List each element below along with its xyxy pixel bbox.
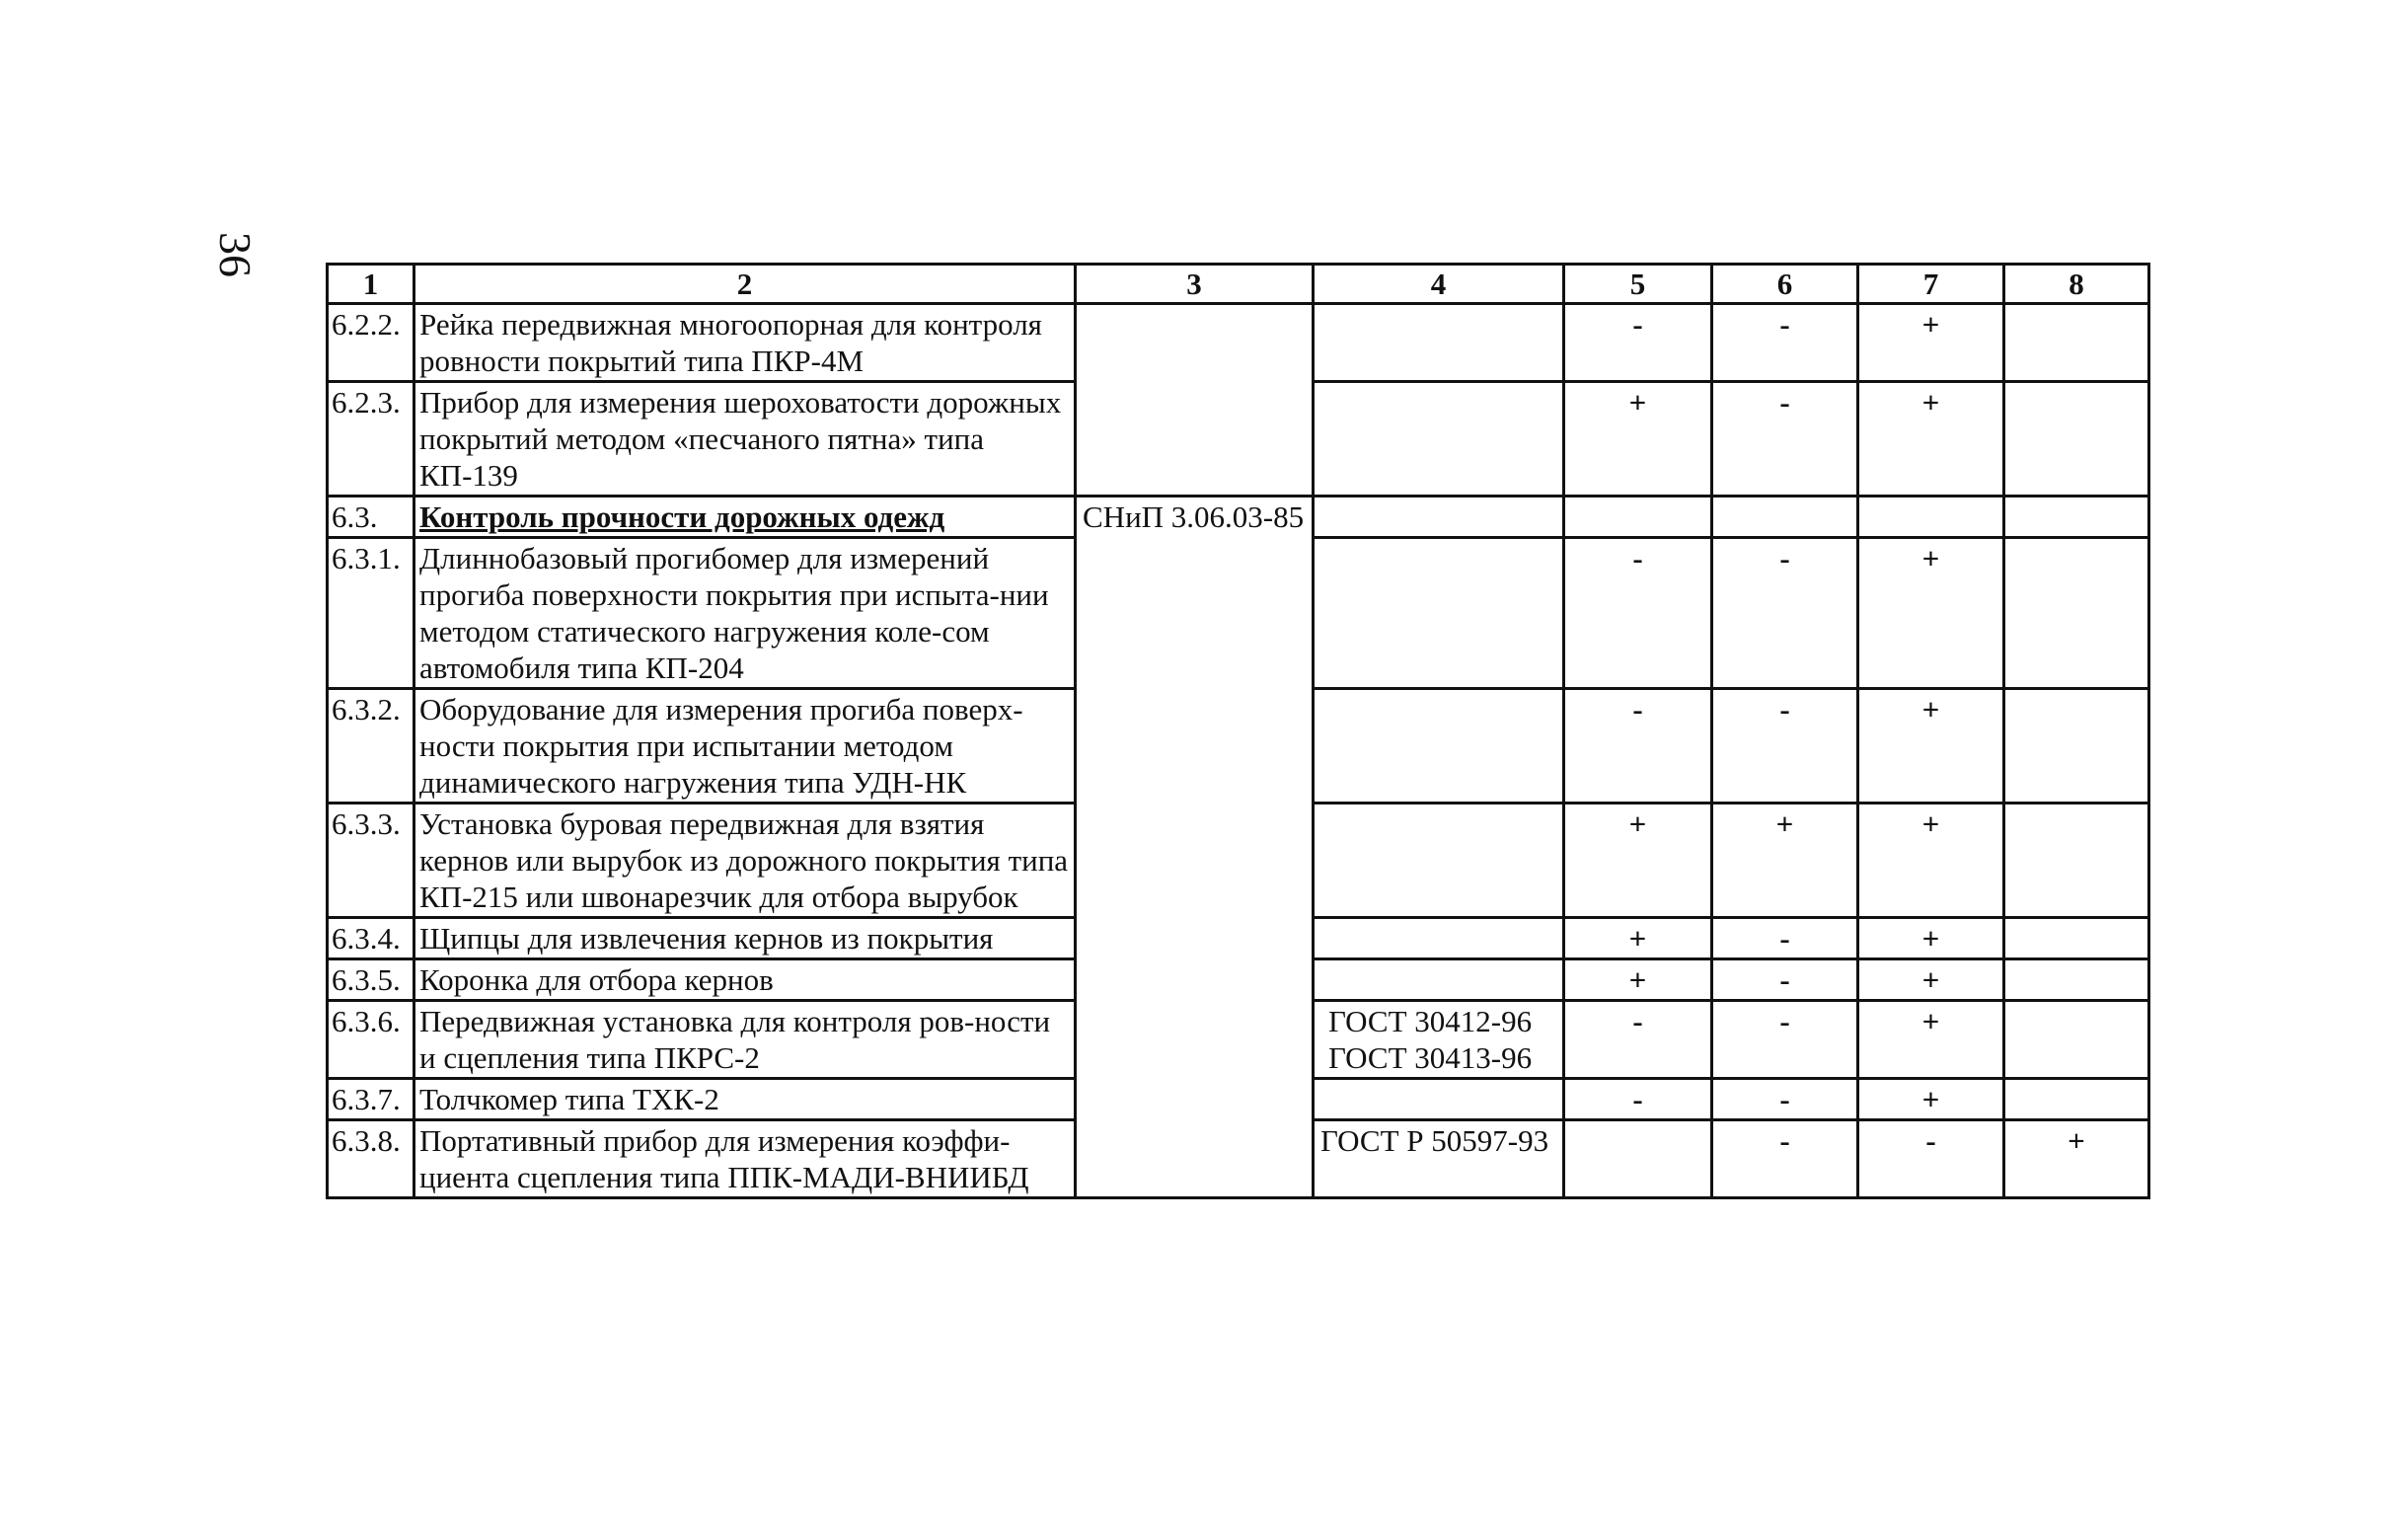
- standard-line: ГОСТ 30413-96: [1328, 1040, 1533, 1075]
- item-name: Щипцы для извлечения кернов из покрытия: [414, 918, 1076, 959]
- mark-col6: +: [1712, 804, 1858, 918]
- mark-col6: -: [1858, 1120, 2004, 1198]
- item-name: Рейка передвижная многоопорная для контроля ровности покрытий типа ПКР-4М: [414, 304, 1076, 382]
- mark-col6: -: [1712, 1079, 1858, 1120]
- page-number: 36: [210, 232, 261, 277]
- item-name: Коронка для отбора кернов: [414, 959, 1076, 1001]
- standard-gost: [1314, 1001, 1564, 1079]
- standard-cell: [1314, 689, 1564, 804]
- item-name: Передвижная установка для контроля ров-ности и сцепления типа ПКРС-2: [414, 1001, 1076, 1079]
- standard-cell: [1314, 804, 1564, 918]
- mark-col5: -: [1712, 1120, 1858, 1198]
- mark-col7: +: [1858, 689, 2004, 804]
- standard-cell: [1314, 918, 1564, 959]
- header-cell: 2: [414, 265, 1076, 304]
- standard-cell: [1564, 1120, 1712, 1198]
- standard-line: ГОСТ 30412-96: [1328, 1004, 1533, 1038]
- mark-col7: +: [1858, 918, 2004, 959]
- item-number: 6.3.3.: [328, 804, 414, 918]
- standard-cell: [1314, 304, 1564, 382]
- mark-col7: +: [1858, 538, 2004, 689]
- header-row: [328, 265, 2149, 304]
- item-number: 6.3.4.: [328, 918, 414, 959]
- mark-col7: +: [1858, 1001, 2004, 1079]
- mark-col5: +: [1564, 382, 1712, 497]
- item-name: Прибор для измерения шероховатости дорожных покрытий методом «песчаного пятна» типа КП-139: [414, 382, 1076, 497]
- item-number: 6.3.7.: [328, 1079, 414, 1120]
- item-number: 6.2.3.: [328, 382, 414, 497]
- standard-cell: [1314, 1079, 1564, 1120]
- mark-col8: [2004, 497, 2149, 538]
- item-number: 6.3.6.: [328, 1001, 414, 1079]
- item-name: Толчкомер типа ТХК-2: [414, 1079, 1076, 1120]
- mark-col8: [2004, 918, 2149, 959]
- item-number: 6.2.2.: [328, 304, 414, 382]
- mark-col8: [2004, 1001, 2149, 1079]
- header-cell: 6: [1712, 265, 1858, 304]
- header-cell: 1: [328, 265, 414, 304]
- item-number: 6.3.8.: [328, 1120, 414, 1198]
- mark-col7: +: [1858, 382, 2004, 497]
- mark-col5: +: [1564, 959, 1712, 1001]
- header-cell: 5: [1564, 265, 1712, 304]
- item-name: Длиннобазовый прогибомер для измерений прогиба поверхности покрытия при испыта-нии методом статического нагружения коле-сом автомобиля типа КП-204: [414, 538, 1076, 689]
- item-name: Оборудование для измерения прогиба поверх-ности покрытия при испытании методом динамического нагружения типа УДН-НК: [414, 689, 1076, 804]
- item-name: Портативный прибор для измерения коэффи-циента сцепления типа ППК-МАДИ-ВНИИБД: [414, 1120, 1076, 1198]
- mark-col6: -: [1712, 1001, 1858, 1079]
- item-number: 6.3.1.: [328, 538, 414, 689]
- mark-col7: +: [1858, 1079, 2004, 1120]
- item-number: 6.3.5.: [328, 959, 414, 1001]
- mark-col8: [2004, 959, 2149, 1001]
- mark-col7: +: [1858, 804, 2004, 918]
- mark-col5: [1564, 497, 1712, 538]
- mark-col6: -: [1712, 382, 1858, 497]
- mark-col8: [2004, 804, 2149, 918]
- item-name: Установка буровая передвижная для взятия кернов или вырубок из дорожного покрытия типа КП-215 или швонарезчик для отбора вырубок: [414, 804, 1076, 918]
- mark-col6: -: [1712, 689, 1858, 804]
- mark-col5: -: [1564, 1079, 1712, 1120]
- standard-gost-r: ГОСТ Р 50597-93: [1314, 1120, 1564, 1198]
- section-title: Контроль прочности дорожных одежд: [414, 497, 1076, 538]
- mark-col8: [2004, 689, 2149, 804]
- header-cell: 3: [1076, 265, 1314, 304]
- mark-col5: +: [1564, 918, 1712, 959]
- header-cell: 7: [1858, 265, 2004, 304]
- standard-cell: [1314, 382, 1564, 497]
- mark-col5: +: [1564, 804, 1712, 918]
- mark-col8: [2004, 1079, 2149, 1120]
- standard-cell: [1314, 959, 1564, 1001]
- mark-col8: [2004, 304, 2149, 382]
- mark-col5: -: [1564, 689, 1712, 804]
- table-row: [328, 304, 2149, 382]
- mark-col8: [2004, 538, 2149, 689]
- table-row: [328, 497, 2149, 538]
- item-number: 6.3.2.: [328, 689, 414, 804]
- standard-snip: СНиП 3.06.03-85: [1076, 497, 1314, 1198]
- mark-col8: [2004, 382, 2149, 497]
- standard-cell-empty: [1076, 304, 1314, 497]
- mark-col6: -: [1712, 959, 1858, 1001]
- mark-col6: -: [1712, 538, 1858, 689]
- mark-col5: -: [1564, 1001, 1712, 1079]
- mark-col7: +: [1858, 959, 2004, 1001]
- equipment-table: [326, 263, 2150, 1199]
- header-cell: 4: [1314, 265, 1564, 304]
- standard-cell: [1314, 497, 1564, 538]
- mark-col6: [1712, 497, 1858, 538]
- mark-col6: -: [1712, 918, 1858, 959]
- mark-col7: +: [1858, 304, 2004, 382]
- header-cell: 8: [2004, 265, 2149, 304]
- mark-col7: [1858, 497, 2004, 538]
- mark-col7: +: [2004, 1120, 2149, 1198]
- standard-cell: [1314, 538, 1564, 689]
- mark-col6: -: [1712, 304, 1858, 382]
- mark-col5: -: [1564, 538, 1712, 689]
- item-number: 6.3.: [328, 497, 414, 538]
- mark-col5: -: [1564, 304, 1712, 382]
